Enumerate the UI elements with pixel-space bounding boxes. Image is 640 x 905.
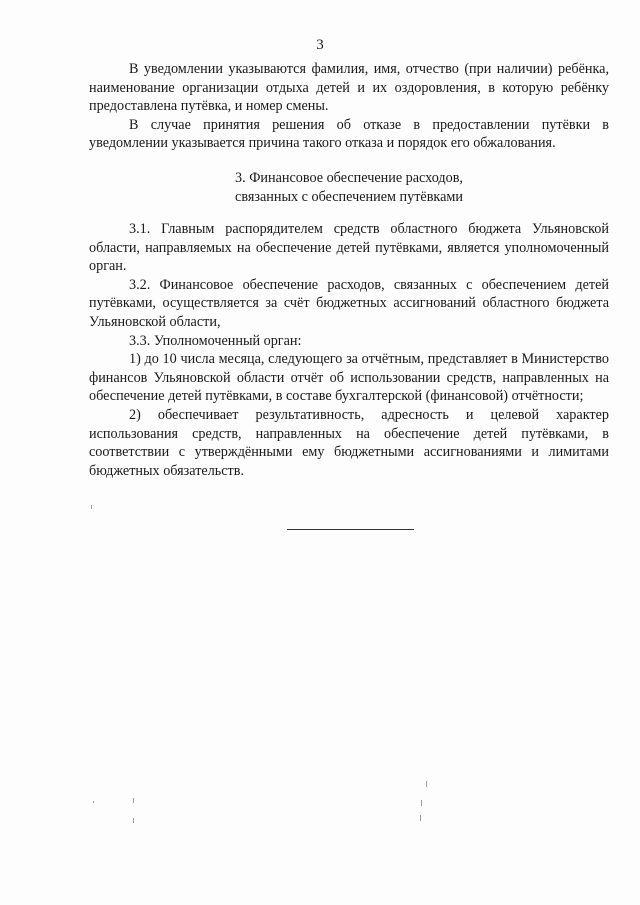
paragraph-3-3: 3.3. Уполномоченный орган:	[129, 332, 302, 349]
scan-speck	[93, 801, 94, 803]
scan-speck	[91, 505, 92, 509]
section-heading-line-1: 3. Финансовое обеспечение расходов,	[235, 170, 463, 186]
page-number: 3	[316, 37, 324, 53]
paragraph-item-1: 1) до 10 числа месяца, следующего за отчётным, представляет в Министерство финансов Ульяновской области отчёт об использовании средств, направленных на обеспечение детей путёвками, в составе бухгалтерской (финансовой) отчётности;	[89, 351, 609, 405]
paragraph-notification-contents: В уведомлении указываются фамилия, имя, отчество (при наличии) ребёнка, наименование организации отдыха детей и их оздоровления, в которую ребёнку предоставлена путёвка, и номер смены.	[89, 61, 609, 115]
paragraph-refusal-reason: В случае принятия решения об отказе в предоставлении путёвки в уведомлении указывается причина такого отказа и порядок его обжалования.	[89, 116, 609, 152]
paragraph-3-2: 3.2. Финансовое обеспечение расходов, связанных с обеспечением детей путёвками, осуществляется за счёт бюджетных ассигнований областного бюджета Ульяновской области,	[89, 276, 609, 330]
scan-speck	[421, 800, 422, 806]
scan-speck	[133, 818, 134, 823]
section-paragraphs	[89, 220, 609, 480]
scan-speck	[133, 798, 134, 803]
section-heading	[89, 169, 609, 206]
section-heading-line-2: связанных с обеспечением путёвками	[235, 188, 463, 205]
paragraph-3-1: 3.1. Главным распорядителем средств областного бюджета Ульяновской области, направляемых на обеспечение детей путёвками, является уполномоченный орган.	[89, 221, 609, 275]
scan-speck	[420, 815, 421, 821]
notification-paragraphs	[89, 60, 609, 153]
end-divider-line	[287, 529, 414, 530]
paragraph-item-2: 2) обеспечивает результативность, адресность и целевой характер использования средств, направленных на обеспечение детей путёвками, в соответствии с утверждёнными ему бюджетными ассигнованиями и лимитами бюджетных обязательств.	[89, 406, 609, 479]
scan-speck	[426, 781, 427, 787]
